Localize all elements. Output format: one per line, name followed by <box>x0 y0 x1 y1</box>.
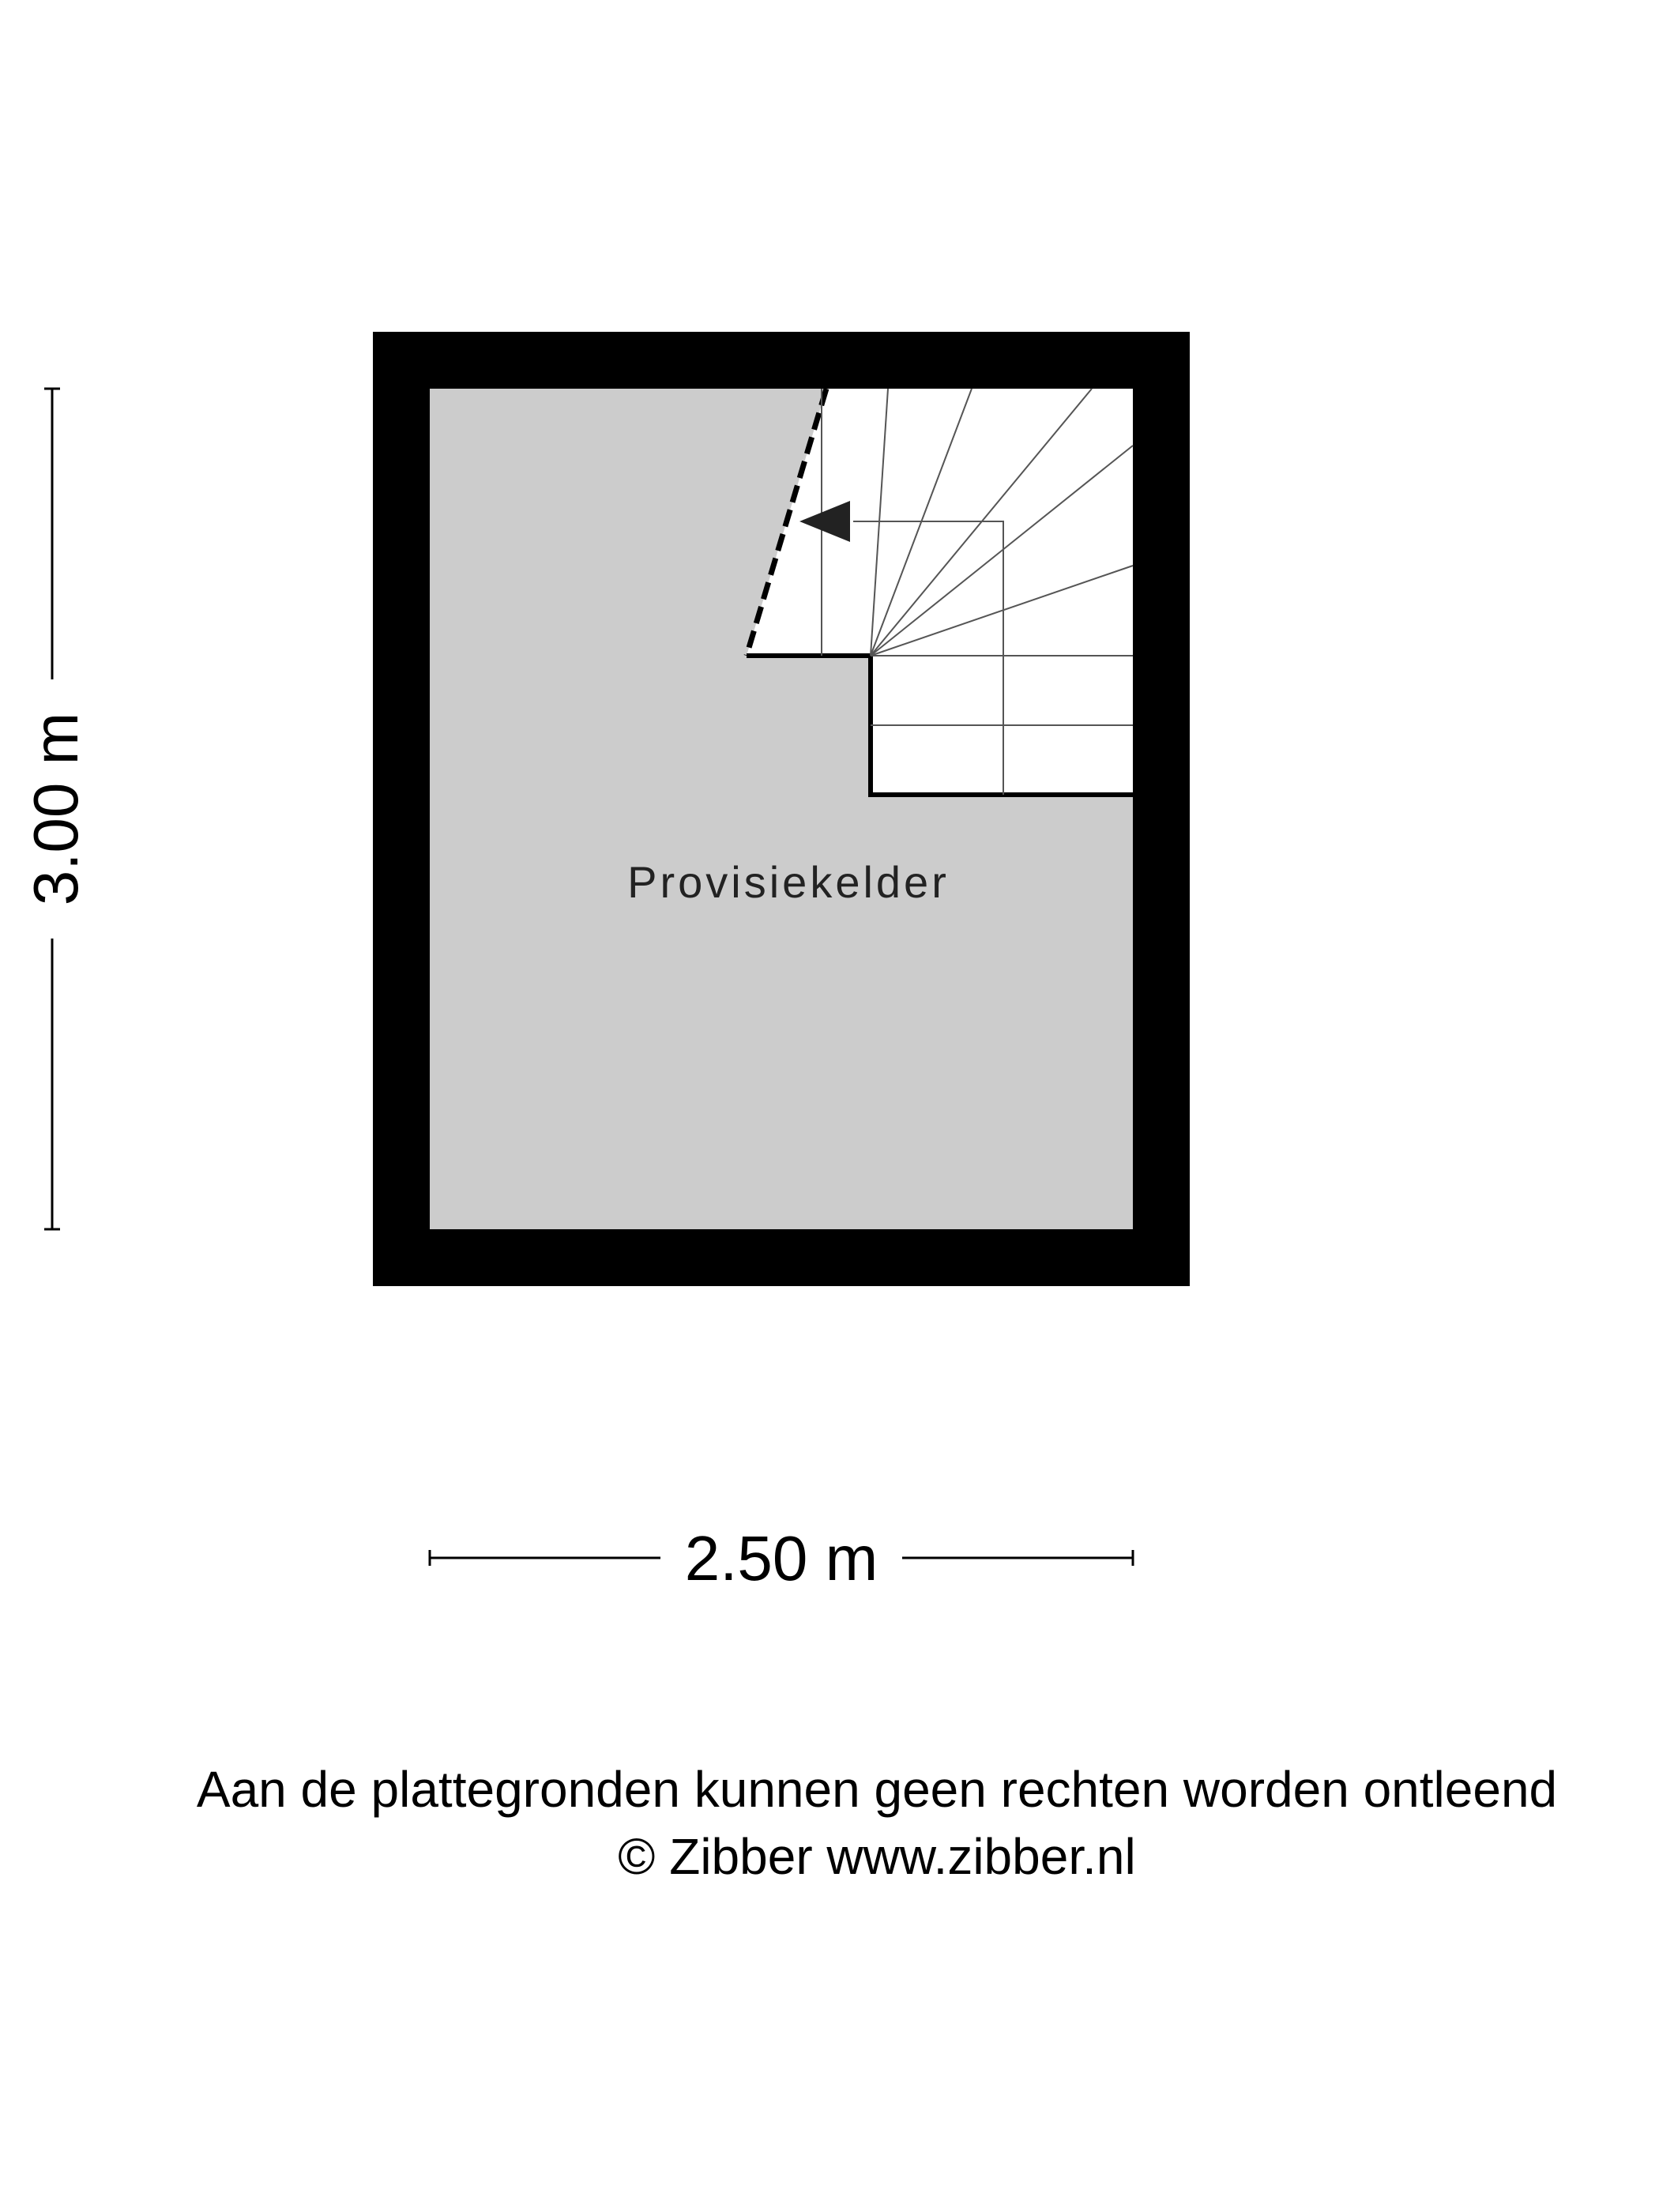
width-dimension-label: 2.50 m <box>684 1523 878 1593</box>
room-label: Provisiekelder <box>627 857 950 907</box>
copyright-text: © Zibber www.zibber.nl <box>618 1828 1136 1885</box>
disclaimer-text: Aan de plattegronden kunnen geen rechten worden ontleend <box>196 1761 1558 1818</box>
height-dimension-label: 3.00 m <box>21 712 91 906</box>
